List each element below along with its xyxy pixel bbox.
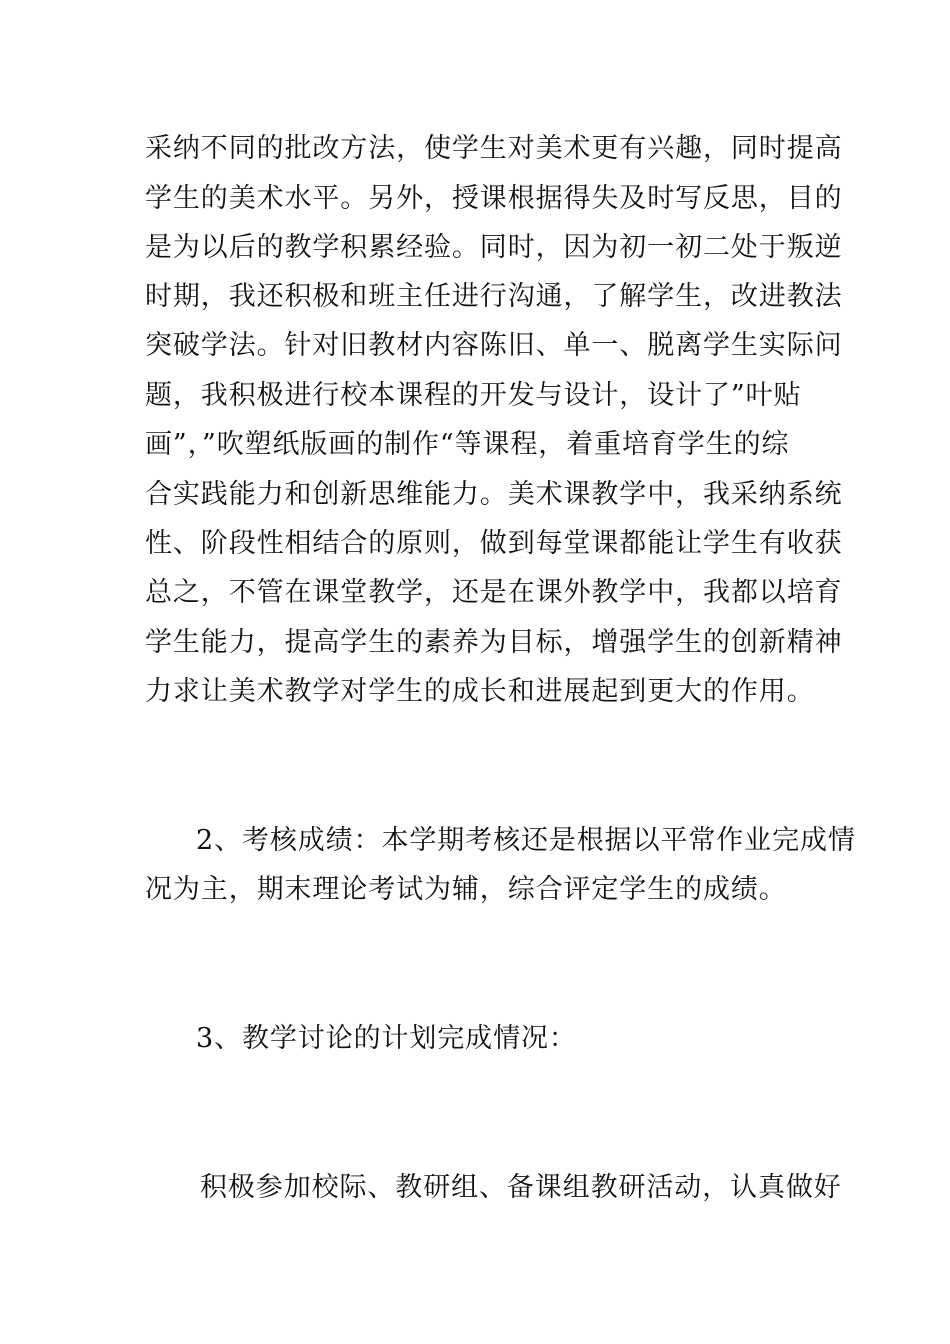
text-line: 性、阶段性相结合的原则，做到每堂课都能让学生有收获 (145, 528, 843, 559)
text-line: 力求让美术教学对学生的成长和进展起到更大的作用。 (145, 676, 815, 707)
text-line: 积极参加校际、教研组、备课组教研活动，认真做好 (200, 1172, 842, 1203)
text-line: 采纳不同的批改方法，使学生对美术更有兴趣，同时提高 (145, 133, 843, 164)
text-line: 题，我积极进行校本课程的开发与设计，设计了”叶贴 (145, 380, 802, 411)
text-line: 突破学法。针对旧教材内容陈旧、单一、脱离学生实际问 (145, 330, 843, 361)
text-line: 时期，我还积极和班主任进行沟通，了解学生，改进教法 (145, 281, 843, 312)
text-line: 总之，不管在课堂教学，还是在课外教学中，我都以培育 (145, 577, 843, 608)
text-line: 是为以后的教学积累经验。同时，因为初一初二处于叛逆 (145, 232, 843, 263)
text-line: 3、教学讨论的计划完成情况： (196, 1023, 577, 1054)
text-line: 学生能力，提高学生的素养为目标，增强学生的创新精神 (145, 627, 843, 658)
text-line: 况为主，期末理论考试为辅，综合评定学生的成绩。 (145, 874, 787, 905)
text-line: 学生的美术水平。另外，授课根据得失及时写反思，目的 (145, 183, 843, 214)
text-line: 合实践能力和创新思维能力。美术课教学中，我采纳系统 (145, 479, 843, 510)
text-line: 画”，”吹塑纸版画的制作“等课程，着重培育学生的综 (145, 429, 790, 460)
text-line: 2、考核成绩：本学期考核还是根据以平常作业完成情 (196, 825, 856, 856)
